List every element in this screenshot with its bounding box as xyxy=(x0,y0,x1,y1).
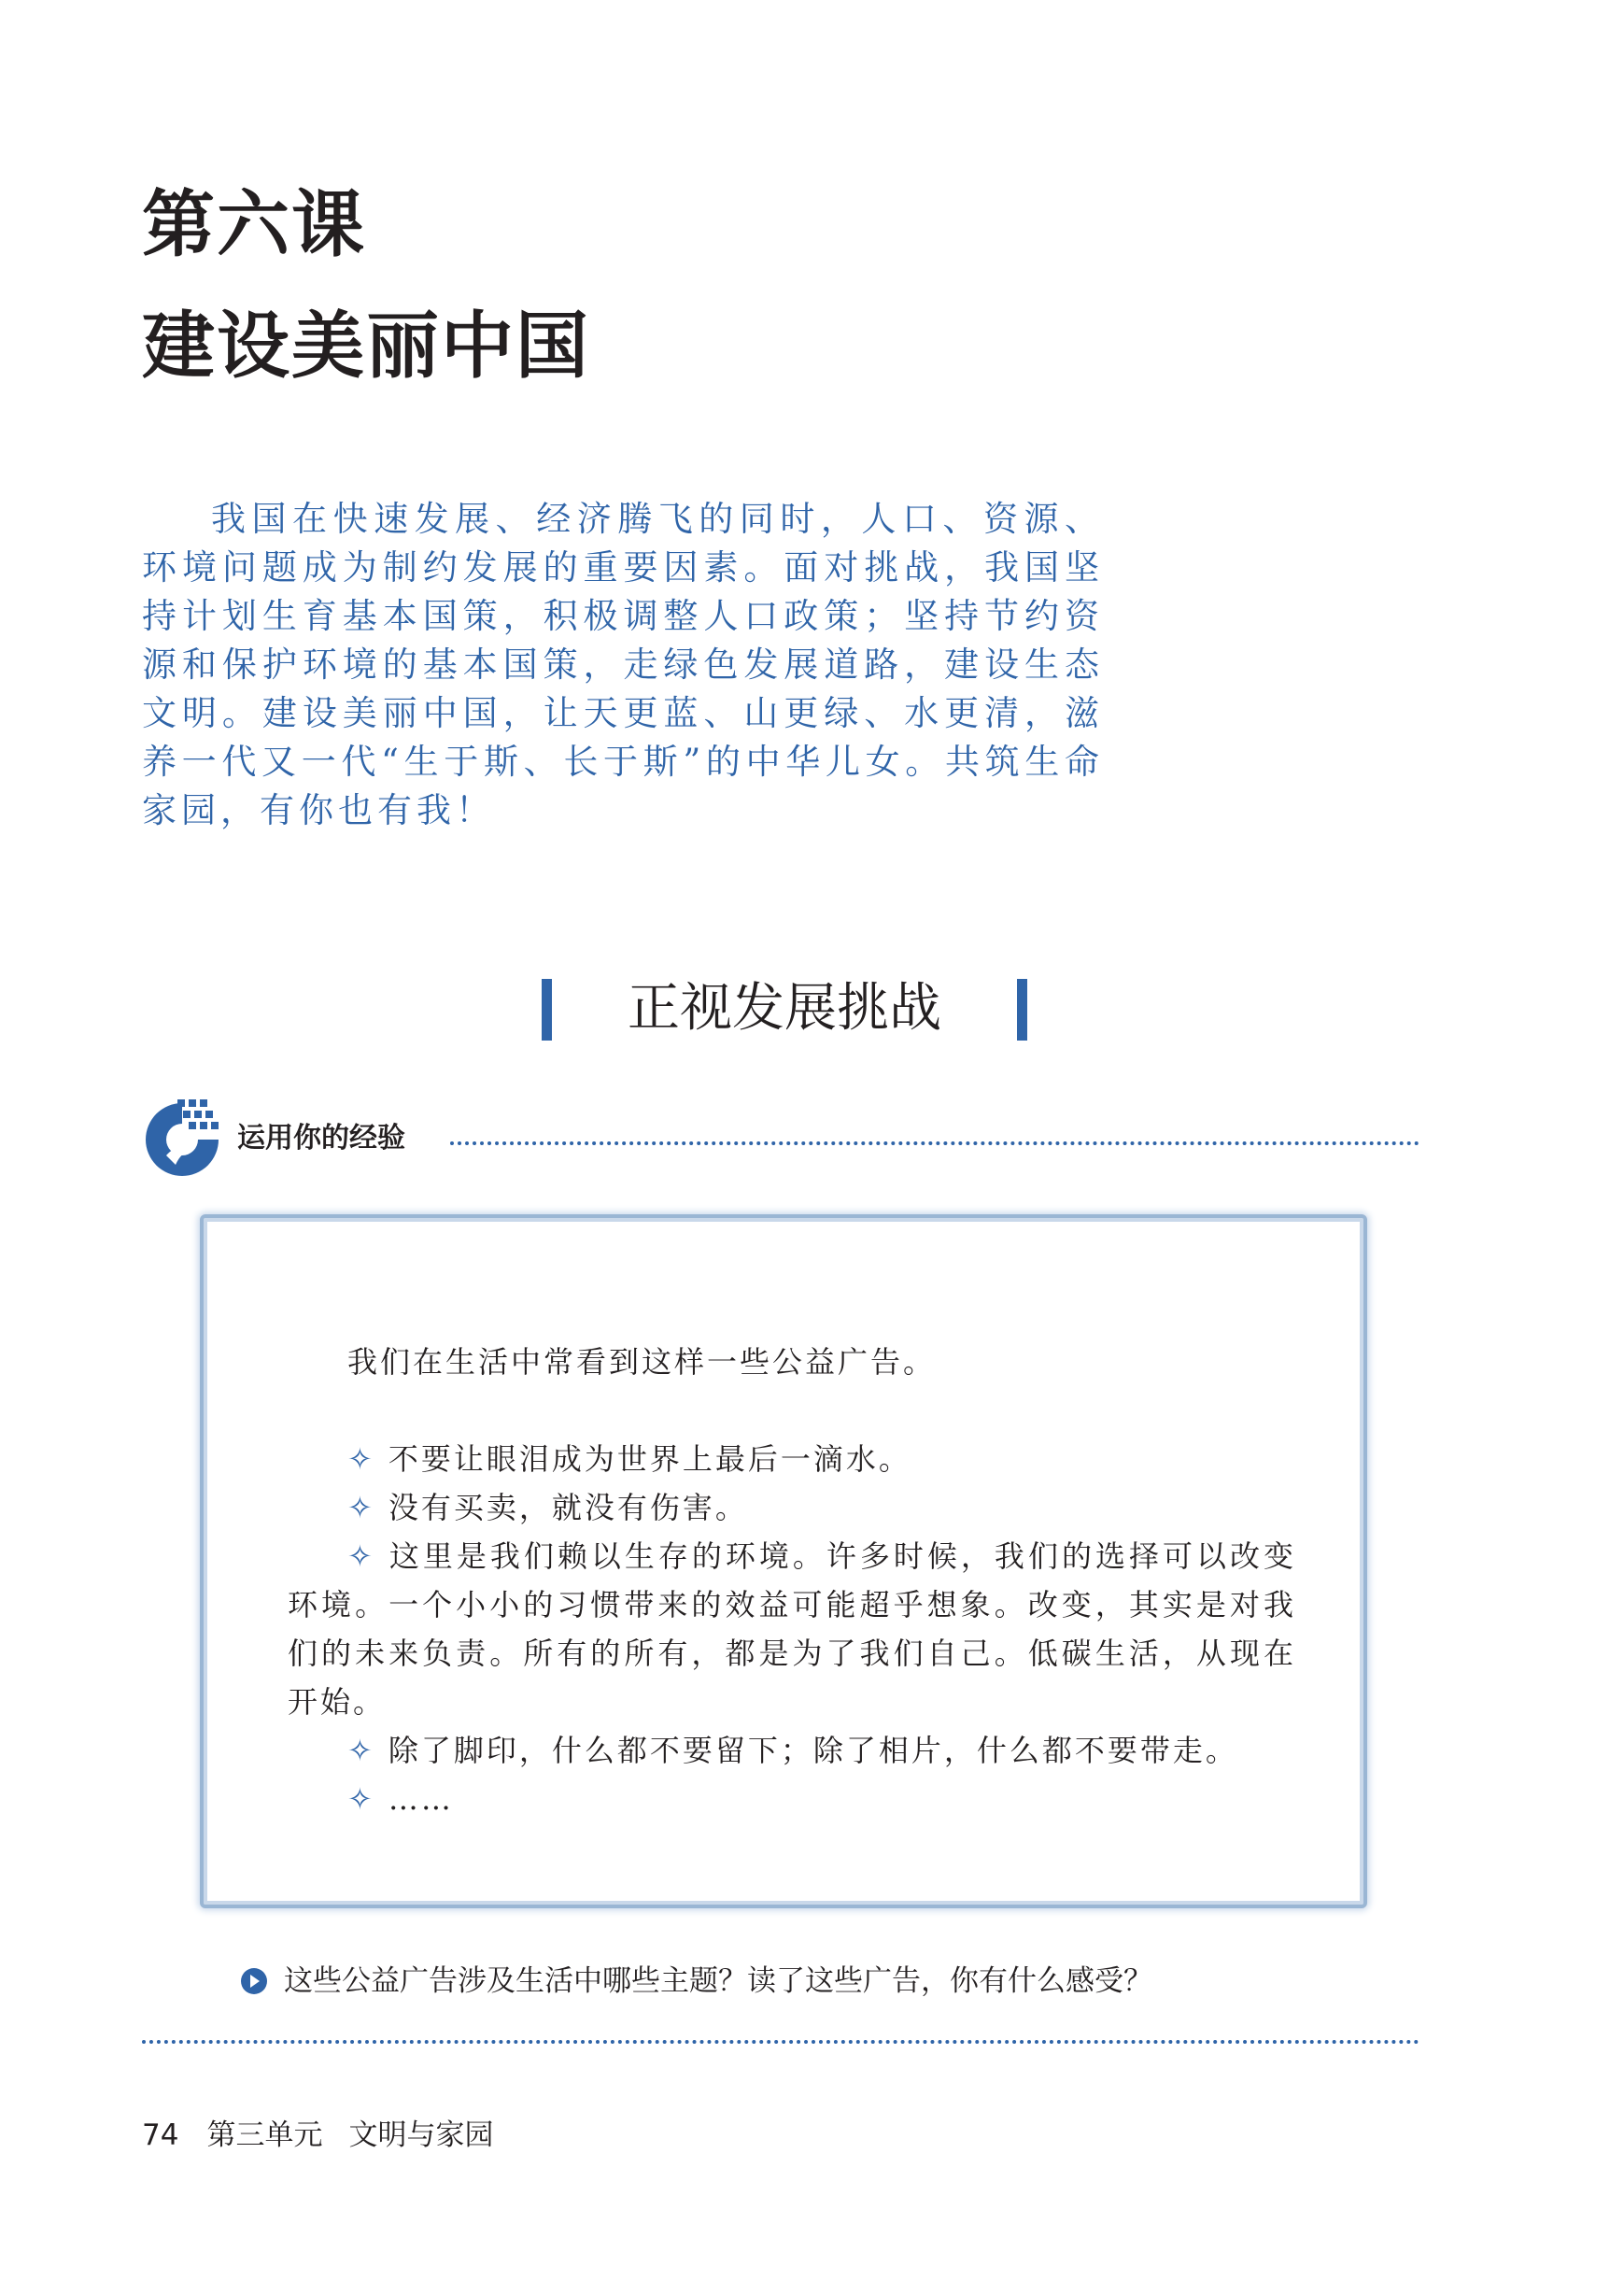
question-text: 这些公益广告涉及生活中哪些主题？读了这些广告，你有什么感受？ xyxy=(284,1964,1152,1998)
lesson-intro: 我国在快速发展、经济腾飞的同时，人口、资源、环境问题成为制约发展的重要因素。面对挑战，我国坚持计划生育基本国策，积极调整人口政策；坚持节约资源和保护环境的基本国策，走绿色发展道路，建设生态文明。建设美丽中国，让天更蓝、山更绿、水更清，滋养一代又一代“生于斯、长于斯”的中华儿女。共筑生命家园，有你也有我！ xyxy=(142,499,1104,830)
ad-item-text: 这里是我们赖以生存的环境。许多时候，我们的选择可以改变环境。一个小小的习惯带来的效益可能超乎想象。改变，其实是对我们的未来负责。所有的所有，都是为了我们自己。低碳生活，从现在开始。 xyxy=(288,1538,1296,1720)
unit-label: 第三单元 xyxy=(206,2118,323,2152)
bottom-dotted-rule xyxy=(142,2040,1419,2044)
lesson-name: 建设美丽中国 xyxy=(142,305,591,389)
unit-title: 文明与家园 xyxy=(348,2118,494,2152)
section-heading-text: 正视发展挑战 xyxy=(628,978,941,1039)
ad-item-text: 没有买卖，就没有伤害。 xyxy=(388,1490,748,1525)
diamond-bullet-icon: ✧ xyxy=(347,1781,375,1817)
ad-item xyxy=(288,1532,1296,1726)
ad-item xyxy=(288,1726,1296,1775)
lesson-number: 第六课 xyxy=(142,183,367,267)
diamond-bullet-icon: ✧ xyxy=(347,1733,375,1768)
activity-dotted-rule xyxy=(450,1141,1419,1145)
activity-header xyxy=(140,1098,1419,1182)
heading-bar-right xyxy=(1017,979,1027,1041)
discussion-question xyxy=(241,1955,1362,2007)
page-footer xyxy=(142,2115,493,2156)
page-number: 74 xyxy=(142,2118,179,2152)
play-arrow-icon xyxy=(241,1968,267,1994)
diamond-bullet-icon: ✧ xyxy=(347,1441,375,1477)
ad-item xyxy=(288,1483,1296,1532)
ad-item-text: …… xyxy=(388,1781,454,1817)
ad-item xyxy=(288,1775,1296,1823)
section-heading xyxy=(542,971,1027,1046)
ad-panel-intro: 我们在生活中常看到这样一些公益广告。 xyxy=(347,1344,937,1380)
ad-item-text: 不要让眼泪成为世界上最后一滴水。 xyxy=(388,1441,911,1477)
ad-item-text: 除了脚印，什么都不要留下；除了相片，什么都不要带走。 xyxy=(388,1733,1238,1768)
diamond-bullet-icon: ✧ xyxy=(347,1538,375,1574)
ad-panel-body xyxy=(288,1338,1296,1823)
ad-item xyxy=(288,1435,1296,1483)
diamond-bullet-icon: ✧ xyxy=(347,1490,375,1525)
experience-icon xyxy=(140,1098,224,1182)
lesson-title xyxy=(142,164,590,407)
activity-label: 运用你的经验 xyxy=(237,1122,405,1155)
ad-panel xyxy=(200,1214,1367,1908)
